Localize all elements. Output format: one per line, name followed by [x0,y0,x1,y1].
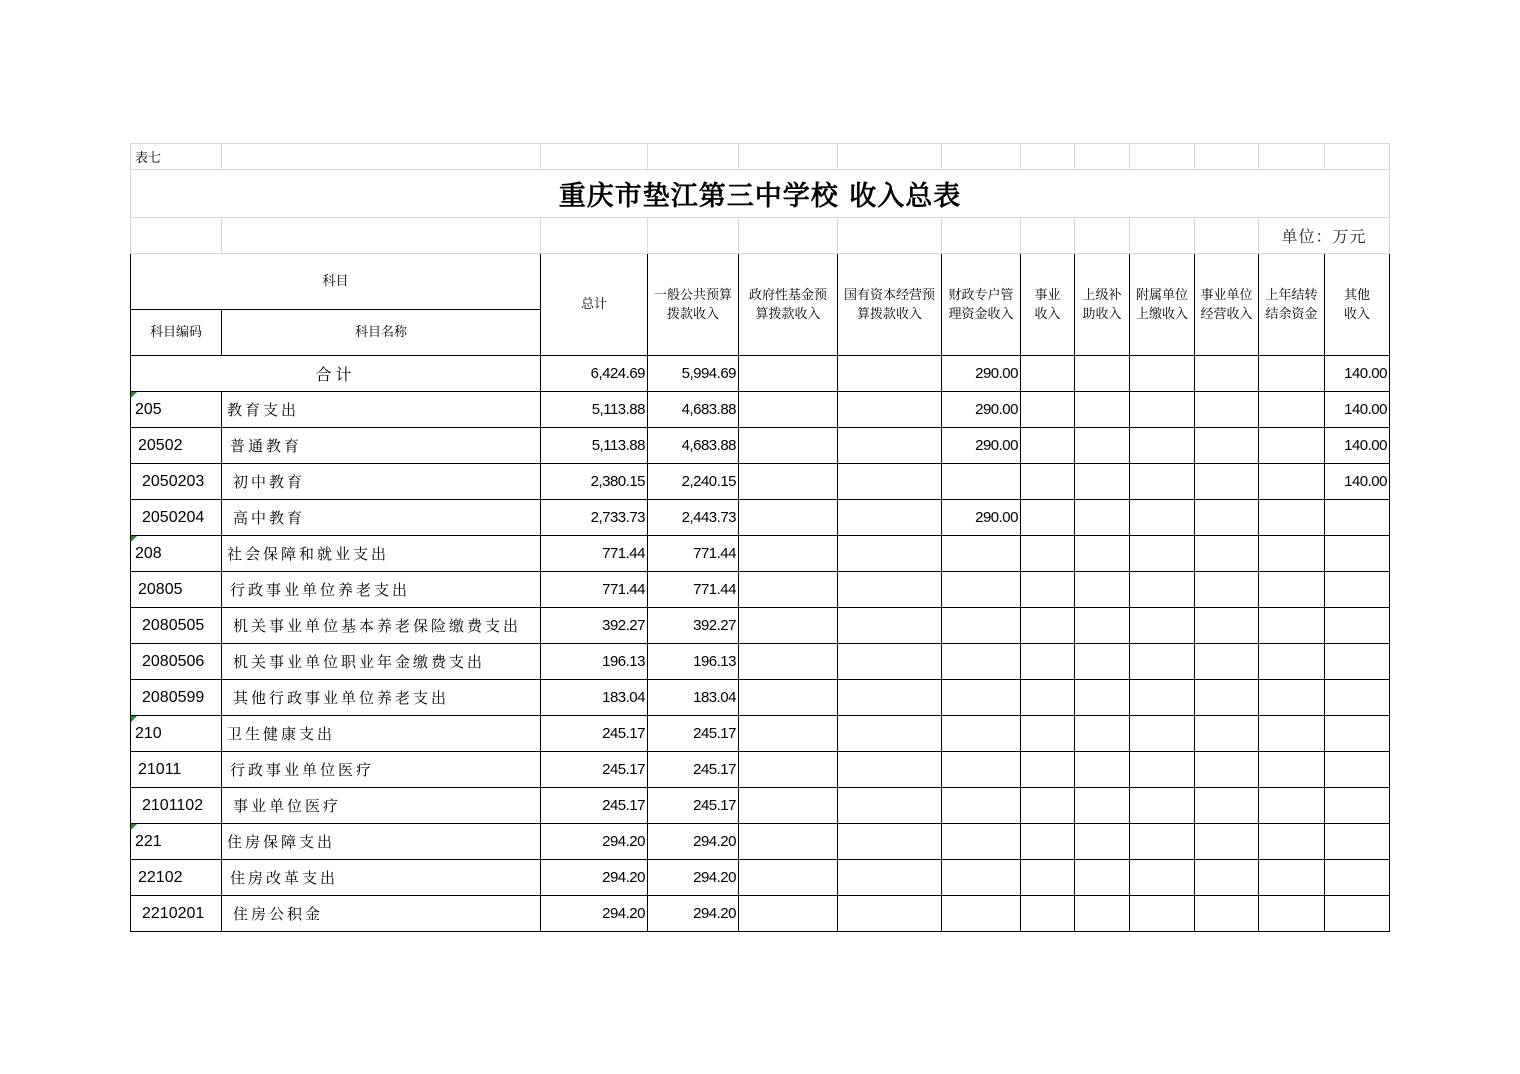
cell-operating [1195,680,1259,716]
header-other: 其他 收入 [1325,254,1390,356]
cell-other [1325,644,1390,680]
tag-row [131,144,1390,170]
cell-other [1325,896,1390,932]
cell-total: 2,733.73 [541,500,648,536]
subject-code-cell [131,572,222,608]
header-special: 财政专户管 理资金收入 [942,254,1021,356]
cell-other [1325,752,1390,788]
subject-code: 20502 [138,436,183,454]
cell-carryover [1259,500,1325,536]
cell-general: 245.17 [648,788,739,824]
cell-govfund [739,860,838,896]
cell-special [942,896,1021,932]
cell-affiliate [1130,428,1195,464]
header-code: 科目编码 [131,310,222,356]
cell-carryover [1259,896,1325,932]
table-row [131,788,1390,824]
cell-special [942,788,1021,824]
cell-subsidy [1075,896,1130,932]
cell-flag-icon [131,716,137,722]
cell-business [1021,896,1075,932]
cell-special [942,716,1021,752]
table-row [131,752,1390,788]
cell-stateasset [838,680,942,716]
cell-carryover [1259,788,1325,824]
table-row [131,716,1390,752]
cell-general: 294.20 [648,824,739,860]
cell-total: 245.17 [541,716,648,752]
cell-affiliate [1130,752,1195,788]
header-operating: 事业单位 经营收入 [1195,254,1259,356]
cell-business [1021,824,1075,860]
cell-subsidy [1075,572,1130,608]
cell-carryover [1259,752,1325,788]
table-row [131,392,1390,428]
header-name: 科目名称 [222,310,541,356]
subject-code: 2080505 [142,616,205,634]
cell-general: 196.13 [648,644,739,680]
subject-code: 2210201 [142,904,205,922]
cell-special: 290.00 [942,428,1021,464]
table-row [131,644,1390,680]
cell-total: 245.17 [541,752,648,788]
cell-special [942,608,1021,644]
table-row [131,896,1390,932]
cell-operating [1195,464,1259,500]
cell-other [1325,572,1390,608]
cell-govfund [739,608,838,644]
cell-carryover [1259,464,1325,500]
cell-stateasset [838,392,942,428]
cell-operating [1195,896,1259,932]
subject-name: 高中教育 [222,500,541,536]
header-affiliate: 附属单位 上缴收入 [1130,254,1195,356]
cell-subsidy [1075,860,1130,896]
cell-subsidy [1075,428,1130,464]
cell-stateasset [838,428,942,464]
subject-name: 行政事业单位养老支出 [222,572,541,608]
cell-other: 140.00 [1325,464,1390,500]
cell-govfund [739,464,838,500]
cell-stateasset [838,464,942,500]
subject-code-cell [131,716,222,752]
cell-other [1325,608,1390,644]
cell-carryover [1259,572,1325,608]
cell-affiliate [1130,608,1195,644]
cell-special [942,644,1021,680]
total-other: 140.00 [1325,356,1390,392]
header-carryover: 上年结转 结余资金 [1259,254,1325,356]
cell-subsidy [1075,644,1130,680]
subject-name: 教育支出 [222,392,541,428]
cell-affiliate [1130,896,1195,932]
cell-govfund [739,680,838,716]
cell-other [1325,788,1390,824]
cell-other: 140.00 [1325,428,1390,464]
header-stateasset: 国有资本经营预 算拨款收入 [838,254,942,356]
subject-name: 普通教育 [222,428,541,464]
table-row [131,500,1390,536]
cell-affiliate [1130,464,1195,500]
data-rows [131,392,1390,932]
cell-other [1325,860,1390,896]
subject-name: 住房改革支出 [222,860,541,896]
cell-operating [1195,608,1259,644]
header-row-1 [131,254,1390,310]
cell-carryover [1259,536,1325,572]
cell-govfund [739,644,838,680]
cell-subsidy [1075,500,1130,536]
cell-general: 4,683.88 [648,392,739,428]
cell-special [942,824,1021,860]
cell-special [942,536,1021,572]
cell-govfund [739,788,838,824]
cell-total: 5,113.88 [541,428,648,464]
subject-code-cell [131,824,222,860]
cell-other [1325,680,1390,716]
cell-operating [1195,572,1259,608]
cell-operating [1195,860,1259,896]
cell-other [1325,824,1390,860]
cell-govfund [739,896,838,932]
cell-subsidy [1075,752,1130,788]
cell-total: 392.27 [541,608,648,644]
subject-name: 住房公积金 [222,896,541,932]
subject-code: 22102 [138,868,183,886]
cell-carryover [1259,428,1325,464]
cell-stateasset [838,572,942,608]
subject-code-cell [131,608,222,644]
cell-govfund [739,536,838,572]
cell-operating [1195,428,1259,464]
cell-special [942,860,1021,896]
cell-stateasset [838,536,942,572]
cell-subsidy [1075,392,1130,428]
income-summary-table [130,143,1390,932]
header-subsidy: 上级补 助收入 [1075,254,1130,356]
cell-other [1325,716,1390,752]
subject-code-cell [131,500,222,536]
subject-code-cell [131,644,222,680]
cell-flag-icon [131,392,137,398]
cell-stateasset [838,500,942,536]
subject-code: 2080599 [142,688,205,706]
cell-operating [1195,716,1259,752]
cell-total: 196.13 [541,644,648,680]
cell-total: 294.20 [541,860,648,896]
cell-carryover [1259,392,1325,428]
cell-govfund [739,392,838,428]
cell-stateasset [838,860,942,896]
cell-subsidy [1075,824,1130,860]
cell-carryover [1259,824,1325,860]
cell-flag-icon [131,536,137,542]
cell-business [1021,716,1075,752]
subject-name: 其他行政事业单位养老支出 [222,680,541,716]
header-govfund: 政府性基金预 算拨款收入 [739,254,838,356]
cell-general: 2,443.73 [648,500,739,536]
subject-code: 21011 [138,760,182,778]
cell-general: 245.17 [648,716,739,752]
cell-stateasset [838,752,942,788]
table-row [131,428,1390,464]
cell-general: 294.20 [648,896,739,932]
cell-business [1021,500,1075,536]
cell-operating [1195,824,1259,860]
cell-affiliate [1130,788,1195,824]
subject-code-cell [131,536,222,572]
header-total: 总计 [541,254,648,356]
cell-special [942,752,1021,788]
subject-name: 社会保障和就业支出 [222,536,541,572]
subject-name: 行政事业单位医疗 [222,752,541,788]
cell-total: 771.44 [541,536,648,572]
cell-stateasset [838,896,942,932]
cell-affiliate [1130,572,1195,608]
cell-govfund [739,428,838,464]
cell-general: 2,240.15 [648,464,739,500]
cell-business [1021,752,1075,788]
table-row [131,860,1390,896]
cell-business [1021,788,1075,824]
total-label: 合计 [131,356,541,392]
unit-row [131,218,1390,254]
subject-code-cell [131,896,222,932]
total-total: 6,424.69 [541,356,648,392]
cell-operating [1195,536,1259,572]
subject-code-cell [131,392,222,428]
cell-flag-icon [131,824,137,830]
cell-govfund [739,572,838,608]
cell-stateasset [838,824,942,860]
cell-affiliate [1130,860,1195,896]
cell-total: 183.04 [541,680,648,716]
cell-stateasset [838,608,942,644]
table-row [131,608,1390,644]
cell-subsidy [1075,536,1130,572]
cell-govfund [739,500,838,536]
cell-operating [1195,752,1259,788]
cell-carryover [1259,860,1325,896]
cell-affiliate [1130,824,1195,860]
subject-name: 机关事业单位职业年金缴费支出 [222,644,541,680]
cell-other [1325,500,1390,536]
subject-name: 事业单位医疗 [222,788,541,824]
cell-other [1325,536,1390,572]
cell-general: 245.17 [648,752,739,788]
table-row [131,824,1390,860]
cell-operating [1195,644,1259,680]
subject-name: 住房保障支出 [222,824,541,860]
subject-name: 卫生健康支出 [222,716,541,752]
cell-affiliate [1130,644,1195,680]
cell-general: 392.27 [648,608,739,644]
subject-code: 20805 [138,580,183,598]
cell-business [1021,608,1075,644]
cell-total: 294.20 [541,896,648,932]
subject-code-cell [131,428,222,464]
cell-special [942,572,1021,608]
cell-general: 771.44 [648,536,739,572]
title-row [131,170,1390,218]
cell-business [1021,644,1075,680]
cell-total: 2,380.15 [541,464,648,500]
cell-total: 5,113.88 [541,392,648,428]
table-row [131,536,1390,572]
cell-business [1021,680,1075,716]
subject-code-cell [131,788,222,824]
subject-code: 210 [135,724,162,742]
cell-subsidy [1075,608,1130,644]
cell-general: 771.44 [648,572,739,608]
cell-operating [1195,788,1259,824]
cell-special [942,464,1021,500]
cell-business [1021,572,1075,608]
subject-code: 208 [135,544,162,562]
cell-carryover [1259,644,1325,680]
cell-govfund [739,716,838,752]
cell-general: 294.20 [648,860,739,896]
cell-business [1021,464,1075,500]
subject-code-cell [131,464,222,500]
cell-business [1021,536,1075,572]
subject-code-cell [131,860,222,896]
unit-label: 单位：万元 [1259,218,1390,254]
cell-special: 290.00 [942,392,1021,428]
cell-carryover [1259,716,1325,752]
cell-affiliate [1130,536,1195,572]
subject-code: 2050204 [142,508,205,526]
cell-subsidy [1075,680,1130,716]
cell-total: 245.17 [541,788,648,824]
subject-name: 初中教育 [222,464,541,500]
cell-special: 290.00 [942,500,1021,536]
total-special: 290.00 [942,356,1021,392]
cell-stateasset [838,644,942,680]
cell-business [1021,860,1075,896]
cell-subsidy [1075,464,1130,500]
cell-affiliate [1130,680,1195,716]
subject-code: 2080506 [142,652,205,670]
header-business: 事业 收入 [1021,254,1075,356]
cell-govfund [739,752,838,788]
subject-code: 2050203 [142,472,205,490]
cell-special [942,680,1021,716]
table-row [131,680,1390,716]
total-row [131,356,1390,392]
cell-affiliate [1130,392,1195,428]
subject-name: 机关事业单位基本养老保险缴费支出 [222,608,541,644]
cell-govfund [739,824,838,860]
cell-operating [1195,392,1259,428]
page-title: 重庆市垫江第三中学校 收入总表 [131,170,1390,218]
cell-affiliate [1130,716,1195,752]
cell-general: 4,683.88 [648,428,739,464]
cell-carryover [1259,680,1325,716]
table-row [131,464,1390,500]
subject-code: 2101102 [142,796,204,814]
header-general: 一般公共预算 拨款收入 [648,254,739,356]
sheet-tag: 表七 [131,144,222,170]
cell-business [1021,392,1075,428]
header-subject: 科目 [131,254,541,310]
cell-business [1021,428,1075,464]
cell-carryover [1259,608,1325,644]
subject-code: 205 [135,400,162,418]
cell-subsidy [1075,788,1130,824]
cell-subsidy [1075,716,1130,752]
cell-affiliate [1130,500,1195,536]
cell-total: 771.44 [541,572,648,608]
table-row [131,572,1390,608]
total-general: 5,994.69 [648,356,739,392]
cell-operating [1195,500,1259,536]
cell-other: 140.00 [1325,392,1390,428]
cell-stateasset [838,788,942,824]
subject-code-cell [131,752,222,788]
cell-stateasset [838,716,942,752]
cell-general: 183.04 [648,680,739,716]
cell-total: 294.20 [541,824,648,860]
subject-code-cell [131,680,222,716]
subject-code: 221 [135,832,162,850]
